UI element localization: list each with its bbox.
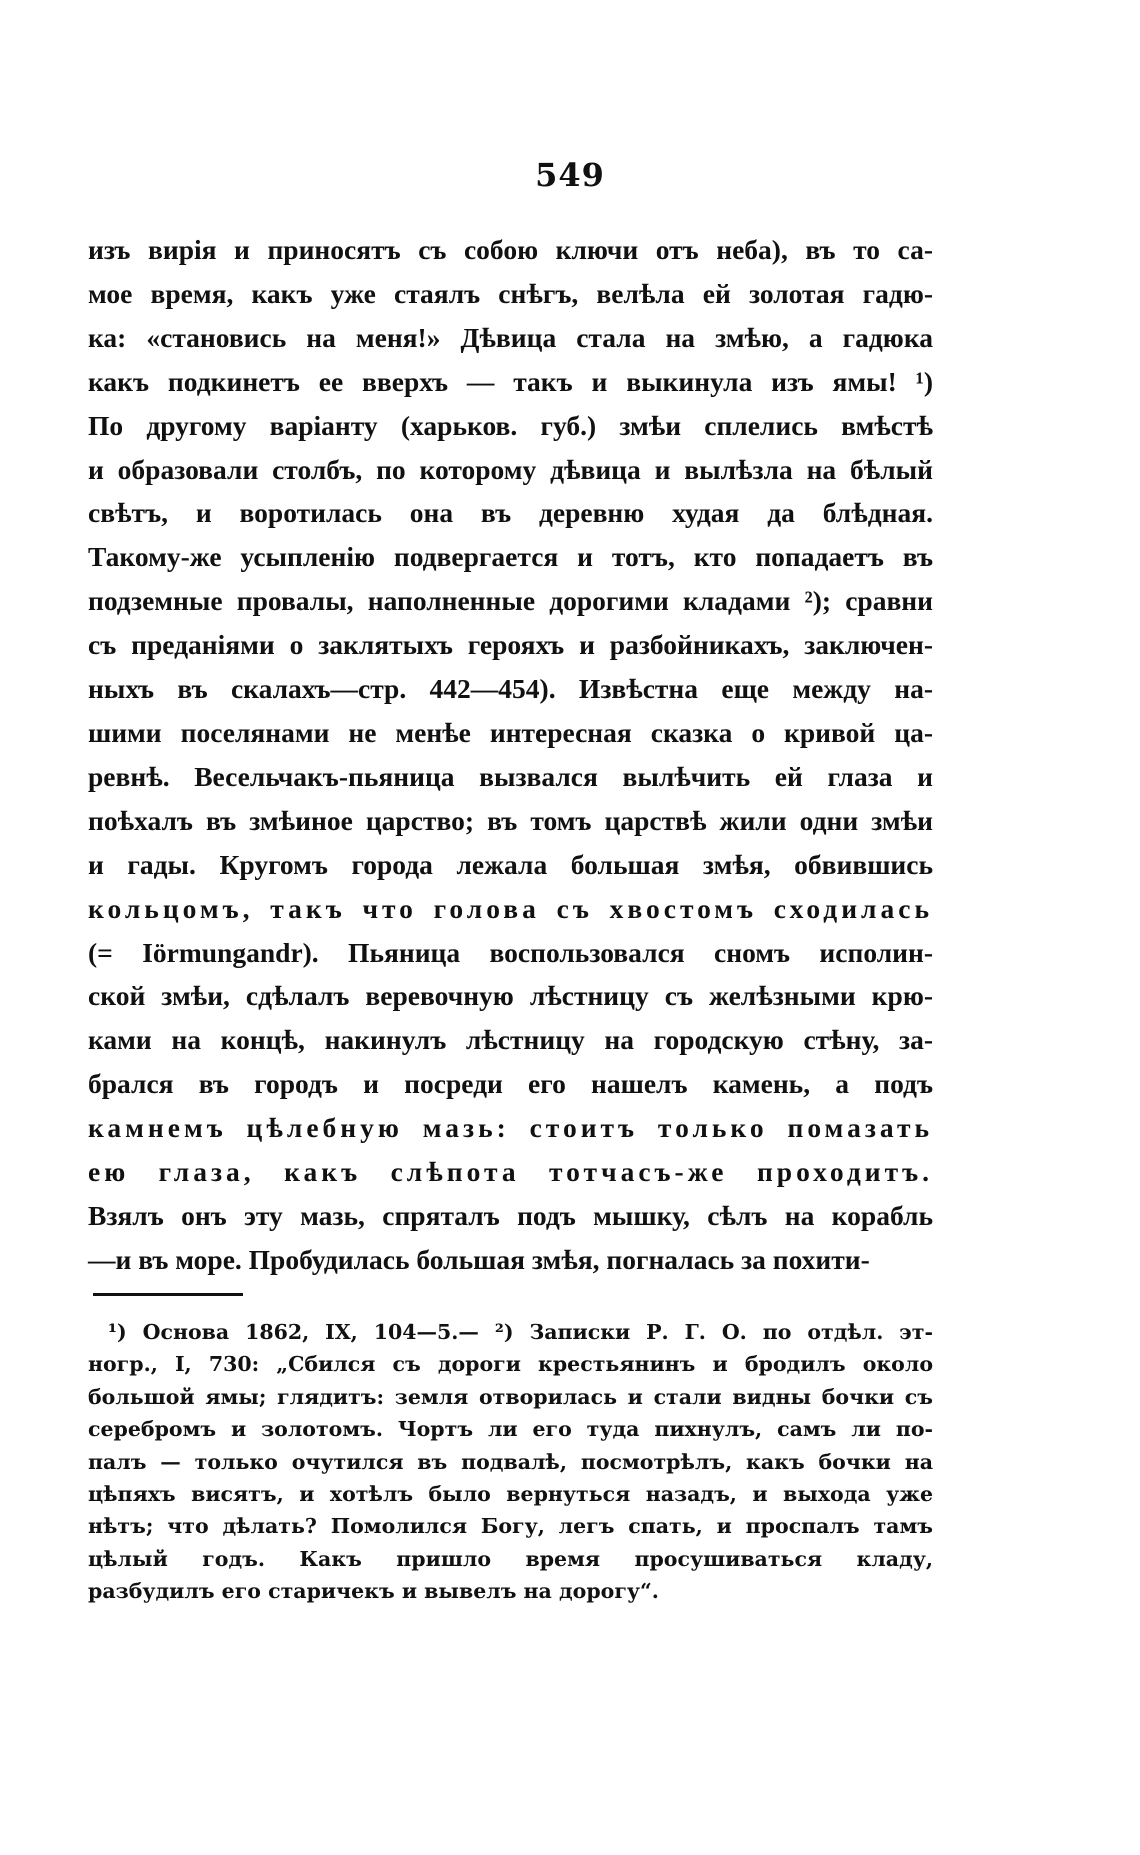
footnote-line: цѣпяхъ висятъ, и хотѣлъ было вернуться назадъ, и выхода уже <box>88 1482 933 1507</box>
text-line: и гады. Кругомъ города лежала большая змѣя, обвившись <box>88 848 933 880</box>
footnotes <box>88 1316 933 1608</box>
text-line: изъ вирія и приносятъ съ собою ключи отъ неба), въ то са- <box>88 234 933 265</box>
text-line: ка: «становись на меня!» Дѣвица стала на змѣю, а гадюка <box>88 321 933 353</box>
text-line: поѣхалъ въ змѣиное царство; въ томъ царствѣ жили одни змѣи <box>88 804 933 836</box>
text-line: мое время, какъ уже стаялъ снѣгъ, велѣла ей золотая гадю- <box>88 277 933 309</box>
page-number: 549 <box>535 156 605 194</box>
text-line: ской змѣи, сдѣлалъ веревочную лѣстницу съ желѣзными крю- <box>88 980 933 1012</box>
footnote-line: палъ — только очутился въ подвалѣ, посмотрѣлъ, какъ бочки на <box>88 1449 933 1474</box>
footnote-line: ногр., I, 730: „Сбился съ дороги крестьянинъ и бродилъ около <box>88 1352 933 1377</box>
text-line: и образовали столбъ, по которому дѣвица и вылѣзла на бѣлый <box>88 453 933 485</box>
text-line: Взялъ онъ эту мазь, спряталъ подъ мышку, сѣлъ на корабль <box>88 1199 933 1231</box>
footnote-divider <box>93 1293 243 1296</box>
footnote-line: нѣтъ; что дѣлать? Помолился Богу, легъ спать, и проспалъ тамъ <box>88 1514 933 1539</box>
footnote-line: цѣлый годъ. Какъ пришло время просушиваться кладу, <box>88 1546 933 1571</box>
text-line: По другому варіанту (харьков. губ.) змѣи сплелись вмѣстѣ <box>88 409 933 441</box>
text-line: свѣтъ, и воротилась она въ деревню худая да блѣдная. <box>88 497 933 529</box>
text-line: подземные провалы, наполненные дорогими кладами ²); сравни <box>88 585 933 617</box>
text-line: —и въ море. Пробудилась большая змѣя, погналась за похити- <box>88 1243 870 1275</box>
text-line: шими поселянами не менѣе интересная сказка о кривой ца- <box>88 716 933 748</box>
text-line: брался въ городъ и посреди его нашелъ камень, а подъ <box>88 1068 933 1100</box>
text-line: Такому-же усыпленію подвергается и тотъ, кто попадаетъ въ <box>88 541 933 573</box>
text-line: ками на концѣ, накинулъ лѣстницу на городскую стѣну, за- <box>88 1024 933 1056</box>
main-text <box>88 228 933 1282</box>
footnote-line: разбудилъ его старичекъ и вывелъ на дорогу“. <box>88 1579 659 1604</box>
text-line: ныхъ въ скалахъ—стр. 442—454). Извѣстна еще между на- <box>88 673 933 705</box>
footnote-line: большой ямы; глядитъ: земля отворилась и стали видны бочки съ <box>88 1384 933 1409</box>
text-line: (= Iörmungandr). Пьяница воспользовался сномъ исполин- <box>88 936 933 968</box>
text-line: съ преданіями о заклятыхъ герояхъ и разбойникахъ, заключен- <box>88 629 933 661</box>
footnote-line: серебромъ и золотомъ. Чортъ ли его туда пихнулъ, самъ ли по- <box>88 1417 933 1442</box>
text-line: камнемъ цѣлебную мазь: стоитъ только помазать <box>88 1112 933 1144</box>
text-line: какъ подкинетъ ее вверхъ — такъ и выкинула изъ ямы! ¹) <box>88 365 933 397</box>
text-line: кольцомъ, такъ что голова съ хвостомъ сходилась <box>88 892 933 924</box>
text-line: ею глаза, какъ слѣпота тотчасъ-же проходитъ. <box>88 1156 933 1188</box>
footnote-line: ¹) Основа 1862, IX, 104—5.— ²) Записки Р. Г. О. по отдѣл. эт- <box>108 1320 933 1344</box>
text-line: ревнѣ. Весельчакъ-пьяница вызвался вылѣчить ей глаза и <box>88 760 933 792</box>
